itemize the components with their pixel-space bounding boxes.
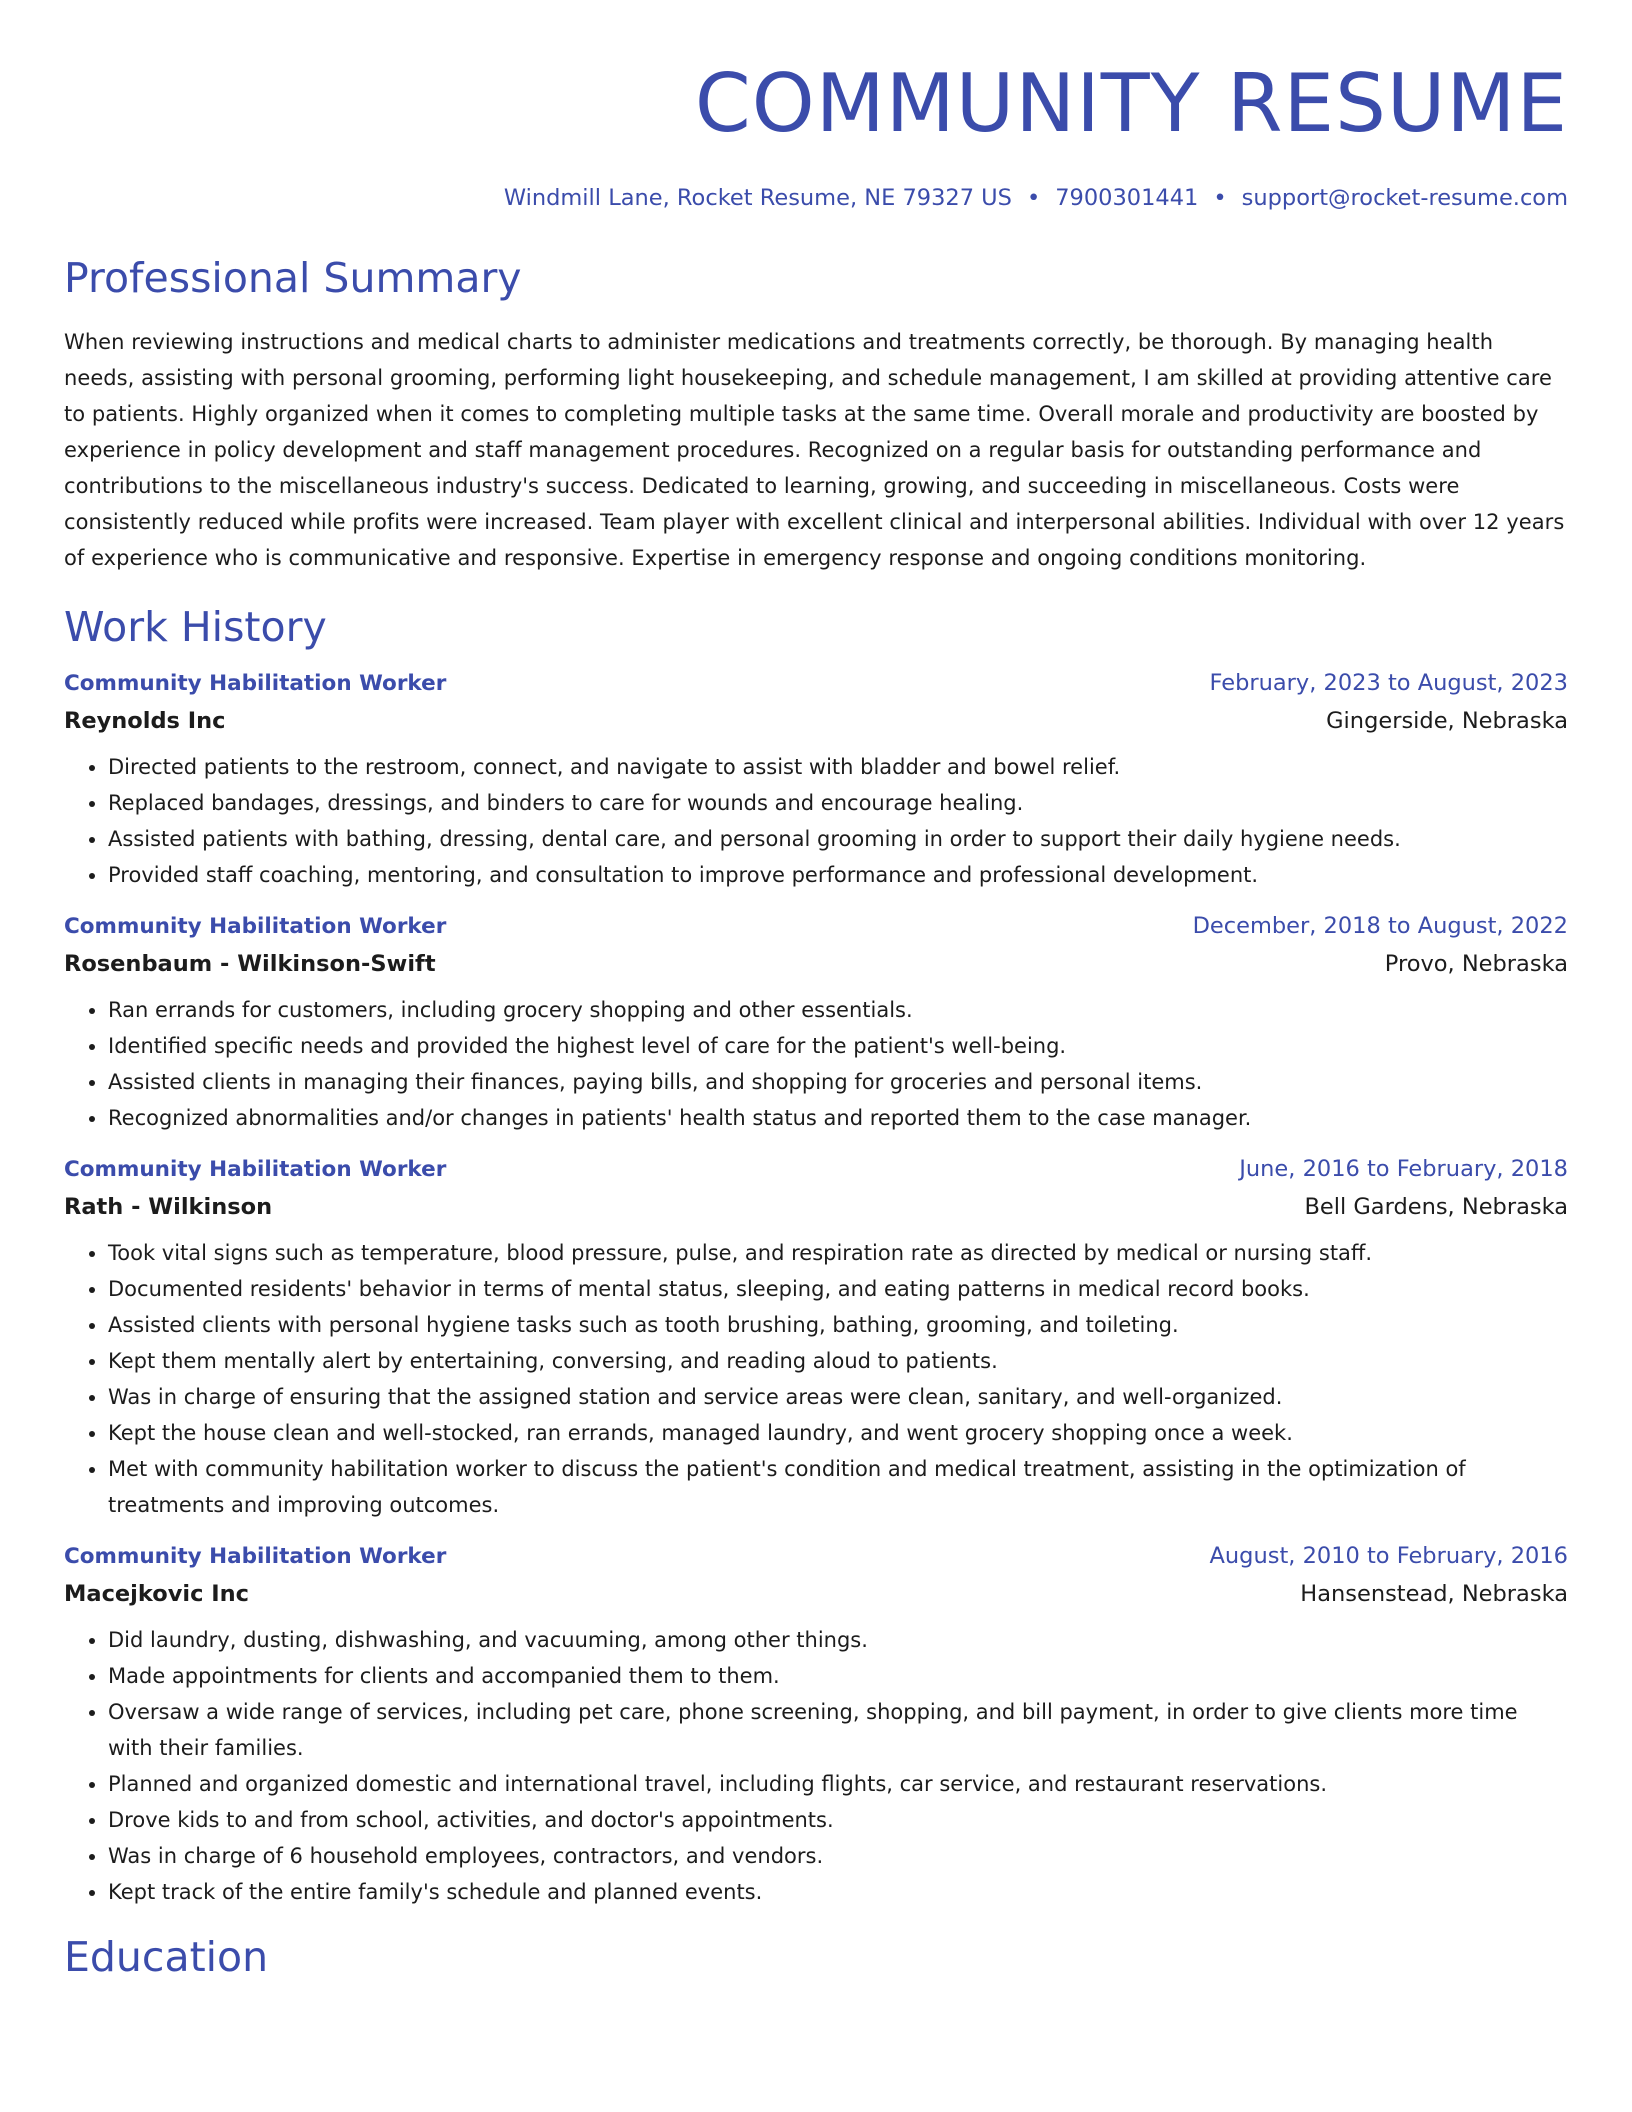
job-dates: June, 2016 to February, 2018: [1239, 1156, 1568, 1182]
duty-item: • Assisted clients in managing their finances, paying bills, and shopping for groceries and personal items.: [108, 1064, 1568, 1100]
contact-email: support@rocket-resume.com: [1241, 185, 1568, 211]
education-heading: Education: [64, 1933, 269, 1981]
summary-text: When reviewing instructions and medical charts to administer medications and treatments correctly, be thorough. By managing health needs, assisting with personal grooming, performing light housekeeping, and schedule management, I am skilled at providing attentive care to patients. Highly organized when it comes to completing multiple tasks at the same time. Overall morale and productivity are boosted by experience in policy development and staff management procedures. Recognized on a regular basis for outstanding performance and contributions to the miscellaneous industry's success. Dedicated to learning, growing, and succeeding in miscellaneous. Costs were consistently reduced while profits were increased. Team player with excellent clinical and interpersonal abilities. Individual with over 12 years of experience who is communicative and responsive. Expertise in emergency response and ongoing conditions monitoring.: [64, 330, 1565, 570]
job-entry: [64, 666, 1568, 893]
duty-item: • Kept track of the entire family's schedule and planned events.: [108, 1874, 1568, 1910]
job-title: Community Habilitation Worker: [64, 671, 447, 696]
job-company: Reynolds Inc: [64, 708, 226, 734]
duty-item: • Directed patients to the restroom, connect, and navigate to assist with bladder and bowel relief.: [108, 749, 1568, 785]
job-duties: [64, 992, 1568, 1136]
job-location: Gingerside, Nebraska: [1326, 708, 1568, 734]
candidate-name: COMMUNITY RESUME: [694, 57, 1568, 150]
duty-item: • Drove kids to and from school, activities, and doctor's appointments.: [108, 1802, 1568, 1838]
job-entry: [64, 1539, 1568, 1910]
job-dates: December, 2018 to August, 2022: [1192, 913, 1568, 939]
duty-item: • Planned and organized domestic and international travel, including flights, car service, and restaurant reservations.: [108, 1766, 1568, 1802]
job-title: Community Habilitation Worker: [64, 1544, 447, 1569]
job-title: Community Habilitation Worker: [64, 1157, 447, 1182]
job-dates: February, 2023 to August, 2023: [1209, 670, 1568, 696]
contact-address: Windmill Lane, Rocket Resume, NE 79327 US: [503, 185, 1012, 211]
resume-header: [64, 0, 1568, 213]
duty-item: • Was in charge of ensuring that the assigned station and service areas were clean, sanitary, and well-organized.: [108, 1379, 1568, 1415]
duty-item: • Made appointments for clients and accompanied them to them.: [108, 1658, 1568, 1694]
contact-phone: 7900301441: [1055, 185, 1199, 211]
work-history-heading: Work History: [64, 603, 327, 651]
job-company: Macejkovic Inc: [64, 1581, 249, 1607]
duty-item: • Replaced bandages, dressings, and binders to care for wounds and encourage healing.: [108, 785, 1568, 821]
contact-separator: •: [1213, 185, 1227, 211]
job-location: Hansenstead, Nebraska: [1300, 1581, 1568, 1607]
job-company: Rosenbaum - Wilkinson-Swift: [64, 951, 436, 977]
job-dates: August, 2010 to February, 2016: [1209, 1543, 1568, 1569]
duty-item: • Oversaw a wide range of services, including pet care, phone screening, shopping, and bill payment, in order to give clients more time with their families.: [108, 1694, 1568, 1766]
job-duties: [64, 1622, 1568, 1910]
duty-item: • Was in charge of 6 household employees, contractors, and vendors.: [108, 1838, 1568, 1874]
job-duties: [64, 749, 1568, 893]
work-history-list: [64, 666, 1568, 1910]
job-entry: [64, 909, 1568, 1136]
duty-item: • Identified specific needs and provided the highest level of care for the patient's well-being.: [108, 1028, 1568, 1064]
duty-item: • Took vital signs such as temperature, blood pressure, pulse, and respiration rate as directed by medical or nursing staff.: [108, 1235, 1568, 1271]
job-location: Provo, Nebraska: [1384, 951, 1568, 977]
duty-item: • Documented residents' behavior in terms of mental status, sleeping, and eating patterns in medical record books.: [108, 1271, 1568, 1307]
duty-item: • Provided staff coaching, mentoring, and consultation to improve performance and professional development.: [108, 857, 1568, 893]
duty-item: • Ran errands for customers, including grocery shopping and other essentials.: [108, 992, 1568, 1028]
duty-item: • Assisted patients with bathing, dressing, dental care, and personal grooming in order to support their daily hygiene needs.: [108, 821, 1568, 857]
duty-item: • Assisted clients with personal hygiene tasks such as tooth brushing, bathing, grooming, and toileting.: [108, 1307, 1568, 1343]
job-location: Bell Gardens, Nebraska: [1304, 1194, 1568, 1220]
job-entry: [64, 1152, 1568, 1523]
job-company: Rath - Wilkinson: [64, 1194, 273, 1220]
contact-line: [64, 183, 1568, 213]
duty-item: • Kept the house clean and well-stocked, ran errands, managed laundry, and went grocery shopping once a week.: [108, 1415, 1568, 1451]
summary-heading: Professional Summary: [64, 254, 522, 302]
duty-item: • Kept them mentally alert by entertaining, conversing, and reading aloud to patients.: [108, 1343, 1568, 1379]
duty-item: • Did laundry, dusting, dishwashing, and vacuuming, among other things.: [108, 1622, 1568, 1658]
duty-item: • Recognized abnormalities and/or changes in patients' health status and reported them to the case manager.: [108, 1100, 1568, 1136]
duty-item: • Met with community habilitation worker to discuss the patient's condition and medical treatment, assisting in the optimization of treatments and improving outcomes.: [108, 1451, 1568, 1523]
contact-separator: •: [1026, 185, 1041, 211]
job-duties: [64, 1235, 1568, 1523]
job-title: Community Habilitation Worker: [64, 914, 447, 939]
